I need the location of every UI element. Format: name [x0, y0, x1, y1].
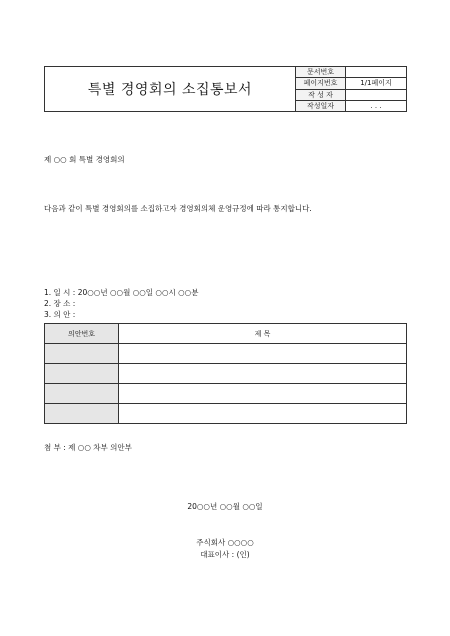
table-row — [45, 384, 407, 404]
detail-label: 3. 의 안 : — [44, 310, 76, 319]
agenda-number-cell — [45, 364, 119, 384]
attachment-line: 첨 부 : 제 ○○ 차부 의안부 — [44, 443, 132, 452]
meta-label: 문서번호 — [296, 67, 346, 77]
meta-value: . . . — [370, 101, 382, 110]
document-date: 20○○년 ○○월 ○○일 — [187, 502, 263, 511]
meta-value: 1/1페이지 — [360, 79, 392, 88]
document-title: 특별 경영회의 소집통보서 — [45, 67, 296, 111]
agenda-number-cell — [45, 344, 119, 364]
agenda-table — [44, 323, 407, 424]
agenda-title-cell — [119, 384, 407, 404]
detail-time — [44, 287, 198, 298]
detail-label: 1. 일 시 : — [44, 288, 76, 297]
document-header — [44, 66, 407, 112]
agenda-title-cell — [119, 404, 407, 424]
meta-value — [346, 90, 406, 100]
agenda-header-number: 의안번호 — [45, 324, 119, 344]
meta-row-page-number — [296, 78, 406, 89]
table-row — [45, 364, 407, 384]
table-row — [45, 404, 407, 424]
detail-label: 2. 장 소 : — [44, 299, 76, 308]
agenda-title-cell — [119, 344, 407, 364]
meta-label: 작 성 자 — [296, 90, 346, 100]
representative-line: 대표이사 : (인) — [200, 550, 250, 559]
agenda-header-title: 제 목 — [119, 324, 407, 344]
table-row — [45, 344, 407, 364]
meta-row-doc-number — [296, 67, 406, 78]
company-name: 주식회사 ○○○○ — [196, 538, 254, 547]
agenda-title-cell — [119, 364, 407, 384]
meta-row-date — [296, 101, 406, 111]
meeting-name: 제 ○○ 회 특별 경영회의 — [44, 155, 125, 164]
meta-label: 작성일자 — [296, 101, 346, 111]
agenda-number-cell — [45, 404, 119, 424]
agenda-header-row — [45, 324, 407, 344]
intro-text: 다음과 같이 특별 경영회의를 소집하고자 경영회의체 운영규정에 따라 통지합니다. — [44, 204, 312, 213]
detail-place — [44, 298, 75, 309]
meta-value — [346, 67, 406, 77]
detail-value: 20○○년 ○○월 ○○일 ○○시 ○○분 — [77, 288, 199, 297]
agenda-number-cell — [45, 384, 119, 404]
meta-label: 페이지번호 — [296, 78, 346, 88]
meta-row-author — [296, 90, 406, 101]
document-meta-table — [296, 67, 406, 111]
detail-agenda — [44, 309, 75, 320]
